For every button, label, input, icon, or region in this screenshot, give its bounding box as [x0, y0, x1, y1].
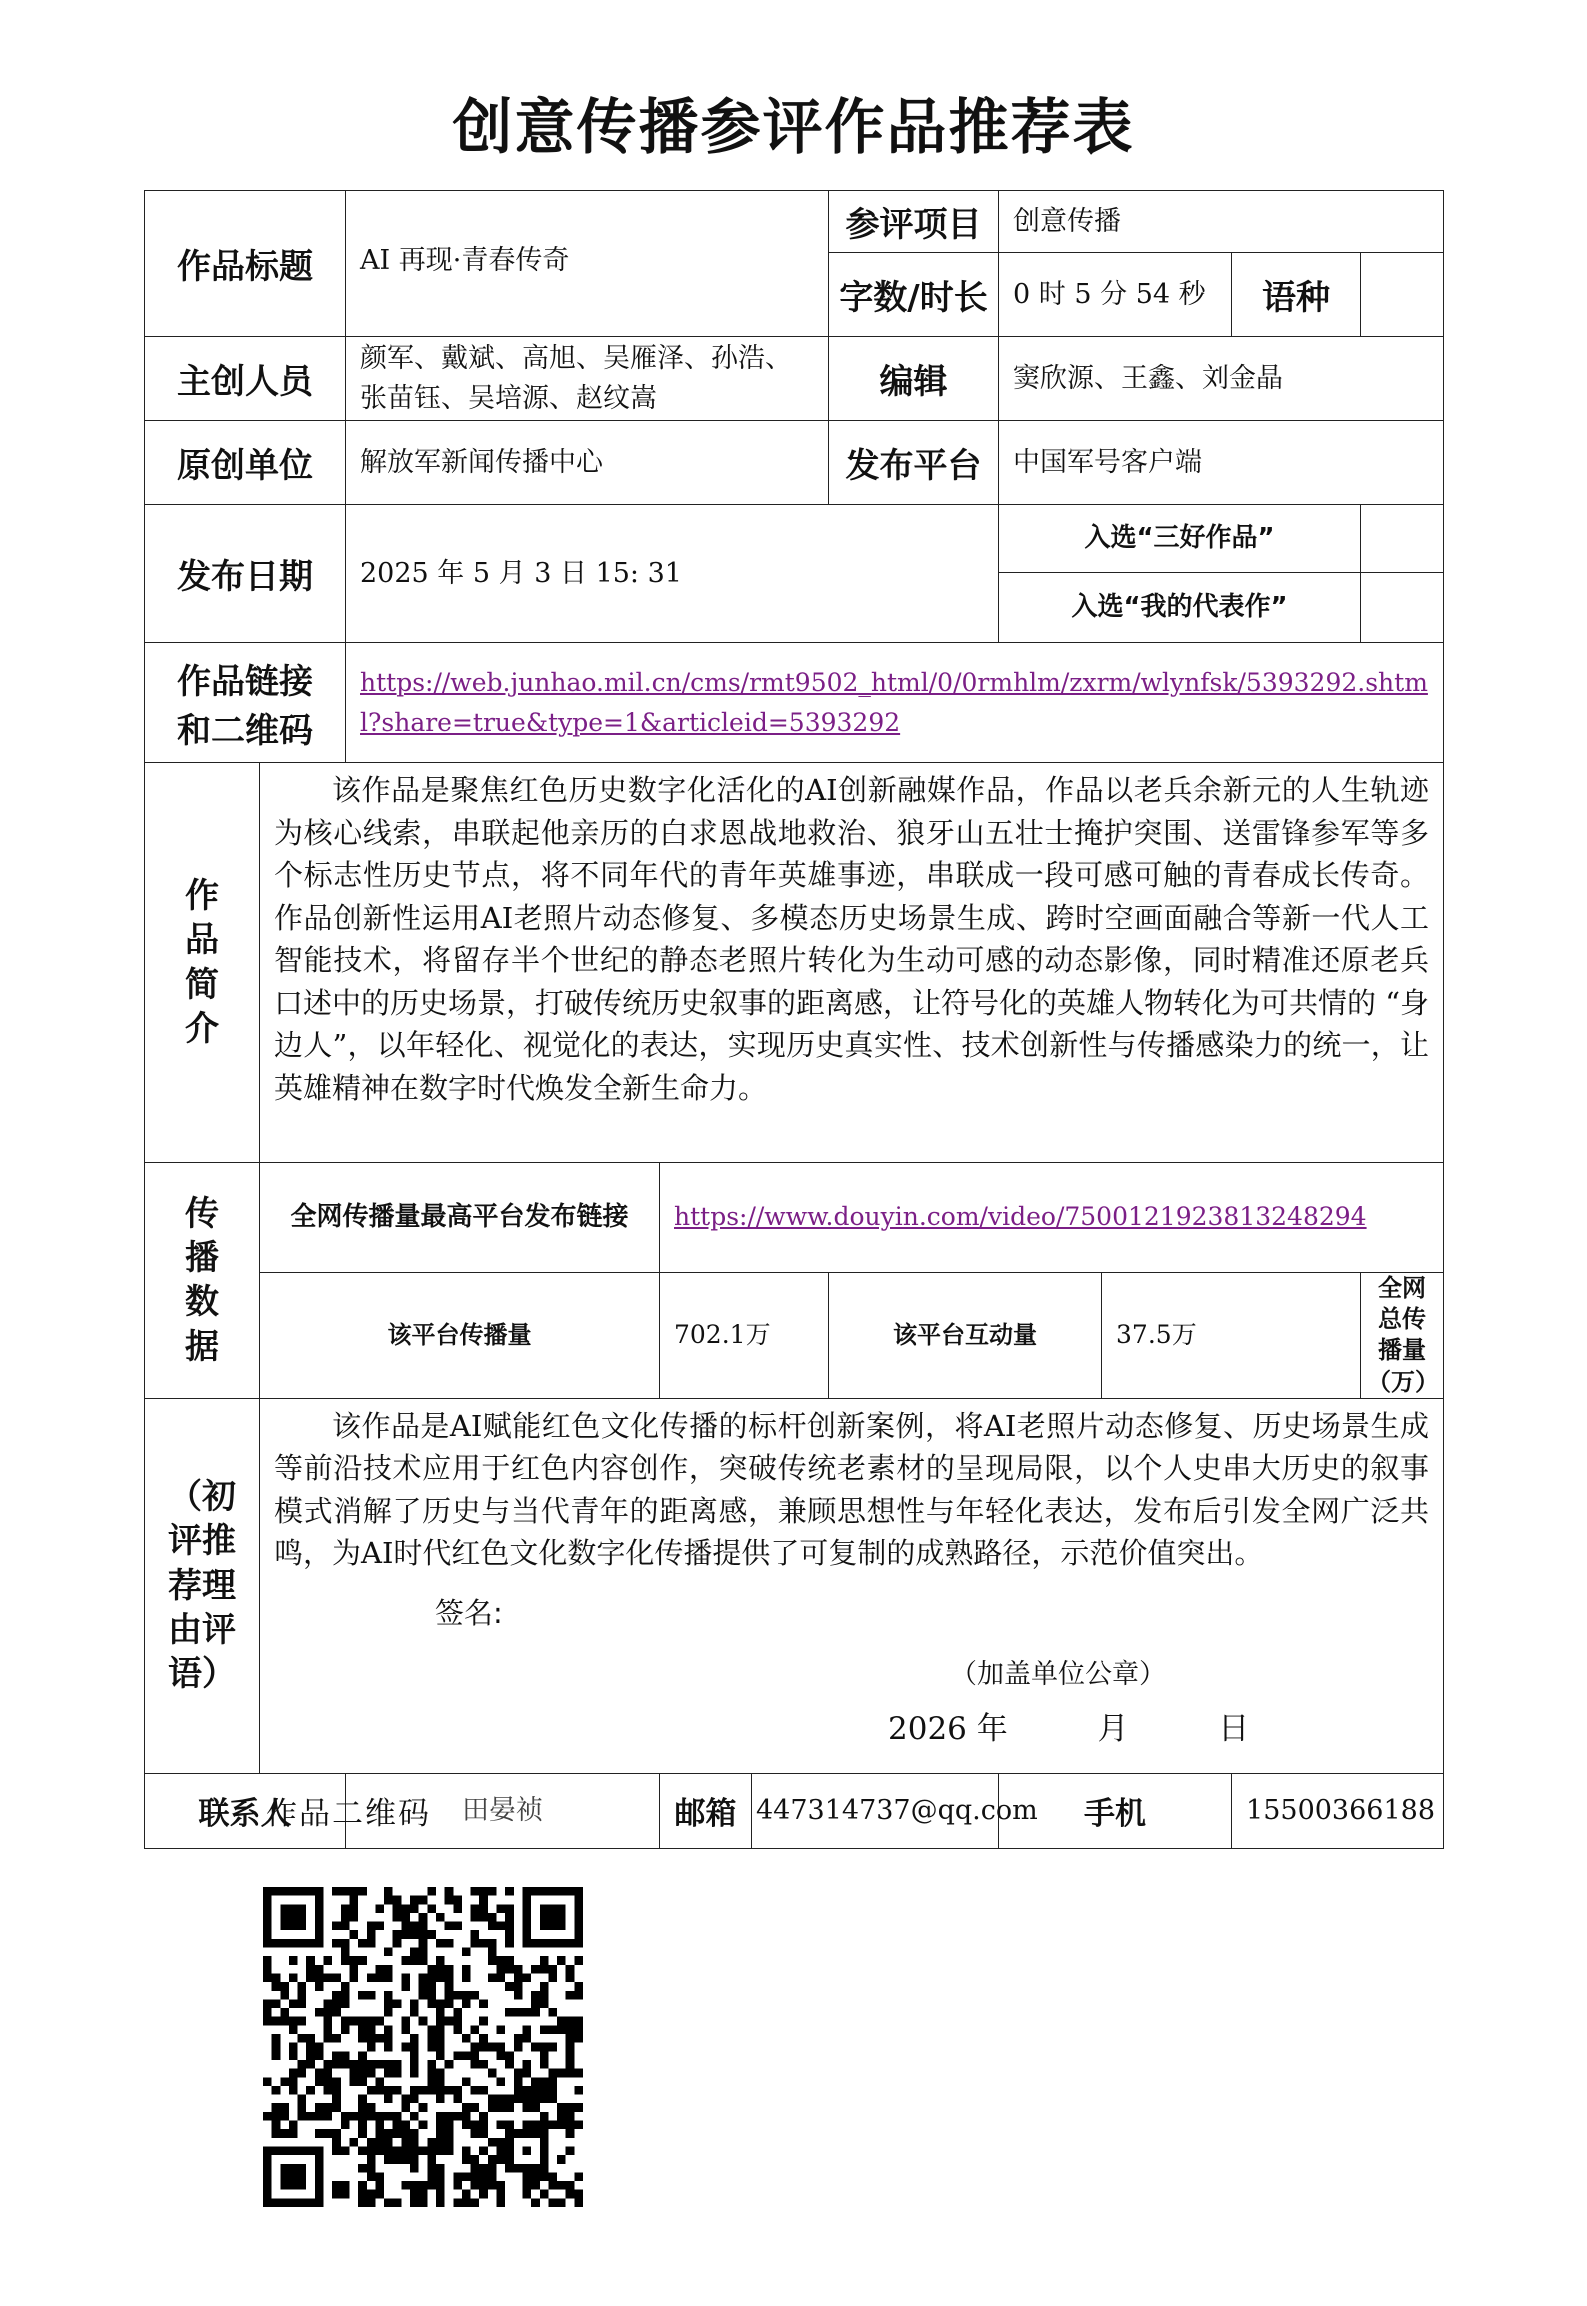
contact-label: 联系人	[145, 1773, 346, 1848]
signature-label: 签名:	[435, 1595, 503, 1630]
top-platform-link[interactable]: https://www.douyin.com/video/7500121923813248294	[674, 1202, 1367, 1232]
top-platform-label: 全网传播量最高平台发布链接	[260, 1163, 660, 1273]
email-value: 447314737@qq.com	[752, 1773, 999, 1848]
unit-value: 解放军新闻传播中心	[346, 421, 829, 505]
qr-caption: 作品二维码	[266, 1796, 431, 1832]
sanhao-label: 入选“三好作品”	[999, 505, 1361, 573]
creators-value: 颜军、戴斌、高旭、吴雁泽、孙浩、张苗钰、吴培源、赵纹嵩	[346, 337, 829, 421]
stats-label-text: 传播数据	[185, 1194, 219, 1367]
reason-label-text: （初评推荐理由评语）	[168, 1477, 236, 1695]
qr-code-icon[interactable]	[263, 1887, 583, 2207]
date-label: 发布日期	[145, 505, 346, 643]
phone-label: 手机	[999, 1773, 1232, 1848]
editor-label: 编辑	[829, 337, 999, 421]
platform-value: 中国军号客户端	[999, 421, 1444, 505]
date-year: 2026 年	[888, 1710, 1008, 1747]
unit-label: 原创单位	[145, 421, 346, 505]
phone-value: 15500366188	[1232, 1773, 1444, 1848]
page-title: 创意传播参评作品推荐表	[452, 93, 1135, 163]
email-label: 邮箱	[660, 1773, 752, 1848]
link-label-line-2: 和二维码	[177, 710, 313, 751]
editor-value: 窦欣源、王鑫、刘金晶	[999, 337, 1444, 421]
reason-text: 该作品是AI赋能红色文化传播的标杆创新案例，将AI老照片动态修复、历史场景生成等前沿技术应用于红色内容创作，突破传统老素材的呈现局限，以个人史串大历史的叙事模式消解了历史与当代青年的距离感，兼顾思想性与年轻化表达，发布后引发全网广泛共鸣，为AI时代红色文化数字化传播提供了可复制的成熟路径，示范价值突出。	[274, 1408, 1430, 1571]
sanhao-checkbox[interactable]	[1361, 505, 1444, 573]
link-label-line-1: 作品链接	[177, 661, 313, 702]
date-day: 日	[1218, 1710, 1250, 1747]
stats-label	[145, 1163, 260, 1399]
platform-interact-value: 37.5万	[1102, 1273, 1361, 1399]
platform-label: 发布平台	[829, 421, 999, 505]
intro-text: 该作品是聚焦红色历史数字化活化的AI创新融媒作品，作品以老兵余新元的人生轨迹为核心线索，串联起他亲历的白求恩战地救治、狼牙山五壮士掩护突围、送雷锋参军等多个标志性历史节点，将不同年代的青年英雄事迹，串联成一段可感可触的青春成长传奇。作品创新性运用AI老照片动态修复、多模态历史场景生成、跨时空画面融合等新一代人工智能技术，将留存半个世纪的静态老照片转化为生动可感的动态影像，同时精准还原老兵口述中的历史场景，打破传统历史叙事的距离感，让符号化的英雄人物转化为可共情的 “身边人”，以年轻化、视觉化的表达，实现历史真实性、技术创新性与传播感染力的统一，让英雄精神在数字时代焕发全新生命力。	[260, 763, 1444, 1163]
stamp-label: （加盖单位公章）	[950, 1658, 1166, 1690]
intro-label-text: 作品简介	[185, 876, 219, 1049]
daibiao-checkbox[interactable]	[1361, 573, 1444, 643]
daibiao-label: 入选“我的代表作”	[999, 573, 1361, 643]
work-title-value: AI 再现·青春传奇	[346, 191, 829, 337]
platform-interact-label: 该平台互动量	[829, 1273, 1102, 1399]
total-reach-label: 全网总传播量（万）	[1361, 1273, 1444, 1399]
language-label: 语种	[1232, 253, 1361, 337]
creators-label: 主创人员	[145, 337, 346, 421]
contact-value: 田晏祯	[346, 1773, 660, 1848]
platform-reach-label: 该平台传播量	[260, 1273, 660, 1399]
category-label: 参评项目	[829, 191, 999, 253]
platform-reach-value: 702.1万	[660, 1273, 829, 1399]
reason-label	[145, 1398, 260, 1773]
category-value: 创意传播	[999, 191, 1444, 253]
date-value: 2025 年 5 月 3 日 15: 31	[346, 505, 999, 643]
length-value: 0 时 5 分 54 秒	[999, 253, 1232, 337]
link-label	[145, 643, 346, 763]
recommendation-form	[144, 190, 1444, 1849]
date-month: 月	[1097, 1710, 1129, 1747]
intro-label	[145, 763, 260, 1163]
work-link[interactable]: https://web.junhao.mil.cn/cms/rmt9502_html/0/0rmhlm/zxrm/wlynfsk/5393292.shtml?share=true&type=1&articleid=5393292	[360, 667, 1428, 737]
language-value	[1361, 253, 1444, 337]
length-label: 字数/时长	[829, 253, 999, 337]
work-title-label: 作品标题	[145, 191, 346, 337]
